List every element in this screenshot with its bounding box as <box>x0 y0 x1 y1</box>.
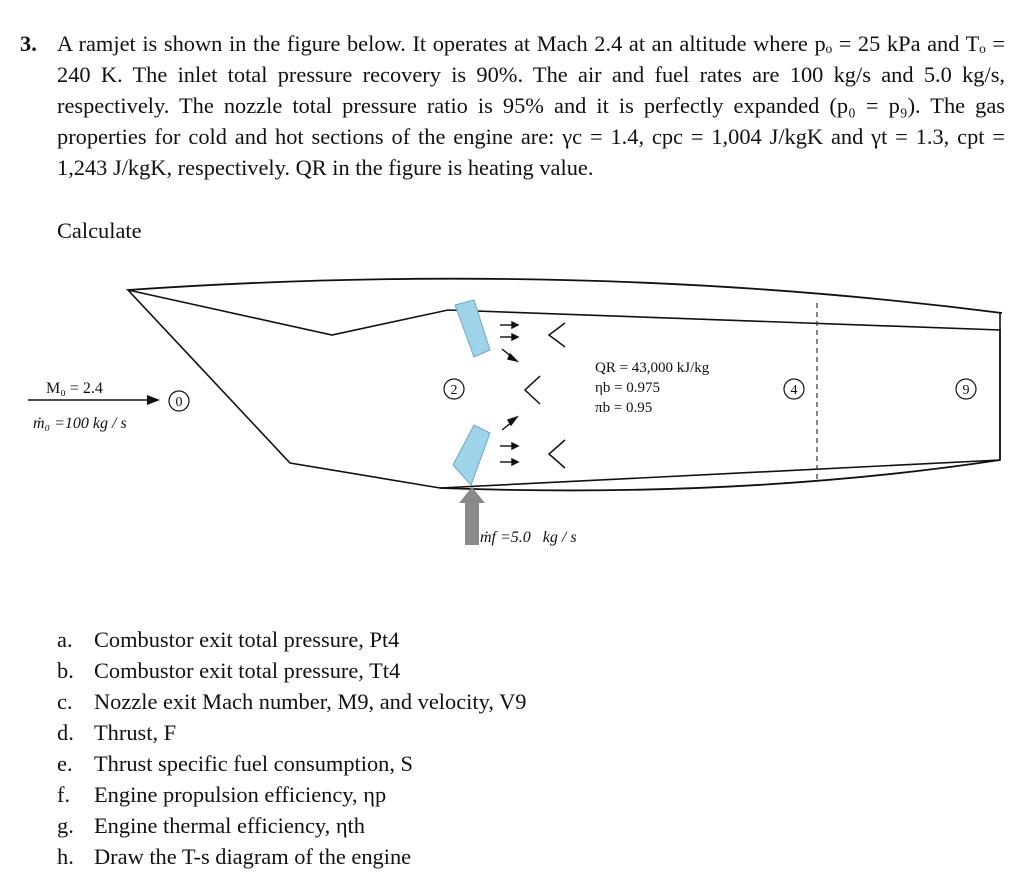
question-marker: e. <box>57 751 73 776</box>
question-item <box>57 810 527 841</box>
fuel-arrow-shaft <box>465 500 479 545</box>
question-item <box>57 717 527 748</box>
center-body <box>128 290 1000 488</box>
question-text: Thrust specific fuel consumption, S <box>94 751 414 776</box>
question-item <box>57 779 527 810</box>
freestream-arrowhead <box>147 395 160 405</box>
question-text: Engine propulsion efficiency, ηp <box>94 782 387 807</box>
question-item <box>57 841 527 872</box>
station-2-label: 2 <box>450 383 458 398</box>
question-text: Combustor exit total pressure, Tt4 <box>94 658 401 683</box>
problem-statement <box>20 28 1005 183</box>
question-list <box>57 624 527 872</box>
question-marker: d. <box>57 720 74 745</box>
question-text: Thrust, F <box>94 720 177 745</box>
problem-text: A ramjet is shown in the figure below. It operates at Mach 2.4 at an altitude where pₒ = 25 kPa and Tₒ = 240 K. The inlet total pressure recovery is 90%. The air and fuel rates are 100 kg/s and 5.0 kg/s, respectively. The nozzle total pressure ratio is 95% and it is perfectly expanded (p₀ = p₉). The gas properties for cold and hot sections of the engine are: γc = 1.4, cpc = 1,004 J/kgK and γt = 1.3, cpt = 1,243 J/kgK, respectively. QR in the figure is heating value. <box>57 31 1005 180</box>
upper-casing <box>128 279 1002 313</box>
question-text: Engine thermal efficiency, ηth <box>94 813 365 838</box>
question-item <box>57 655 527 686</box>
question-item <box>57 748 527 779</box>
station-4-label: 4 <box>790 383 798 398</box>
question-marker: b. <box>57 658 74 683</box>
question-text: Nozzle exit Mach number, M9, and velocity, V9 <box>94 689 527 714</box>
station-9-label: 9 <box>962 383 970 398</box>
burner-efficiency-label: ηb = 0.975 <box>595 380 661 396</box>
problem-number: 3. <box>20 31 37 56</box>
inlet-mach-label: M₀ = 2.4 <box>46 380 103 397</box>
question-marker: g. <box>57 813 74 838</box>
question-item <box>57 624 527 655</box>
fuel-flow-label: ṁf =5.0 kg / s <box>480 529 577 546</box>
question-marker: h. <box>57 844 74 869</box>
flame-chevrons <box>525 323 565 468</box>
question-marker: a. <box>57 627 73 652</box>
question-item <box>57 686 527 717</box>
question-text: Draw the T-s diagram of the engine <box>94 844 412 869</box>
upper-flameholder <box>455 300 490 357</box>
calculate-heading: Calculate <box>57 218 142 243</box>
heating-value-label: QR = 43,000 kJ/kg <box>595 360 710 376</box>
burner-pressure-ratio-label: πb = 0.95 <box>595 400 653 416</box>
lower-flameholder <box>453 425 490 485</box>
inlet-flow-label: ṁ₀ =100 kg / s <box>33 415 127 432</box>
station-0-label: 0 <box>175 395 183 410</box>
question-marker: f. <box>57 782 71 807</box>
flow-arrows <box>500 322 518 465</box>
ramjet-figure <box>0 255 1024 575</box>
question-text: Combustor exit total pressure, Pt4 <box>94 627 400 652</box>
question-marker: c. <box>57 689 73 714</box>
